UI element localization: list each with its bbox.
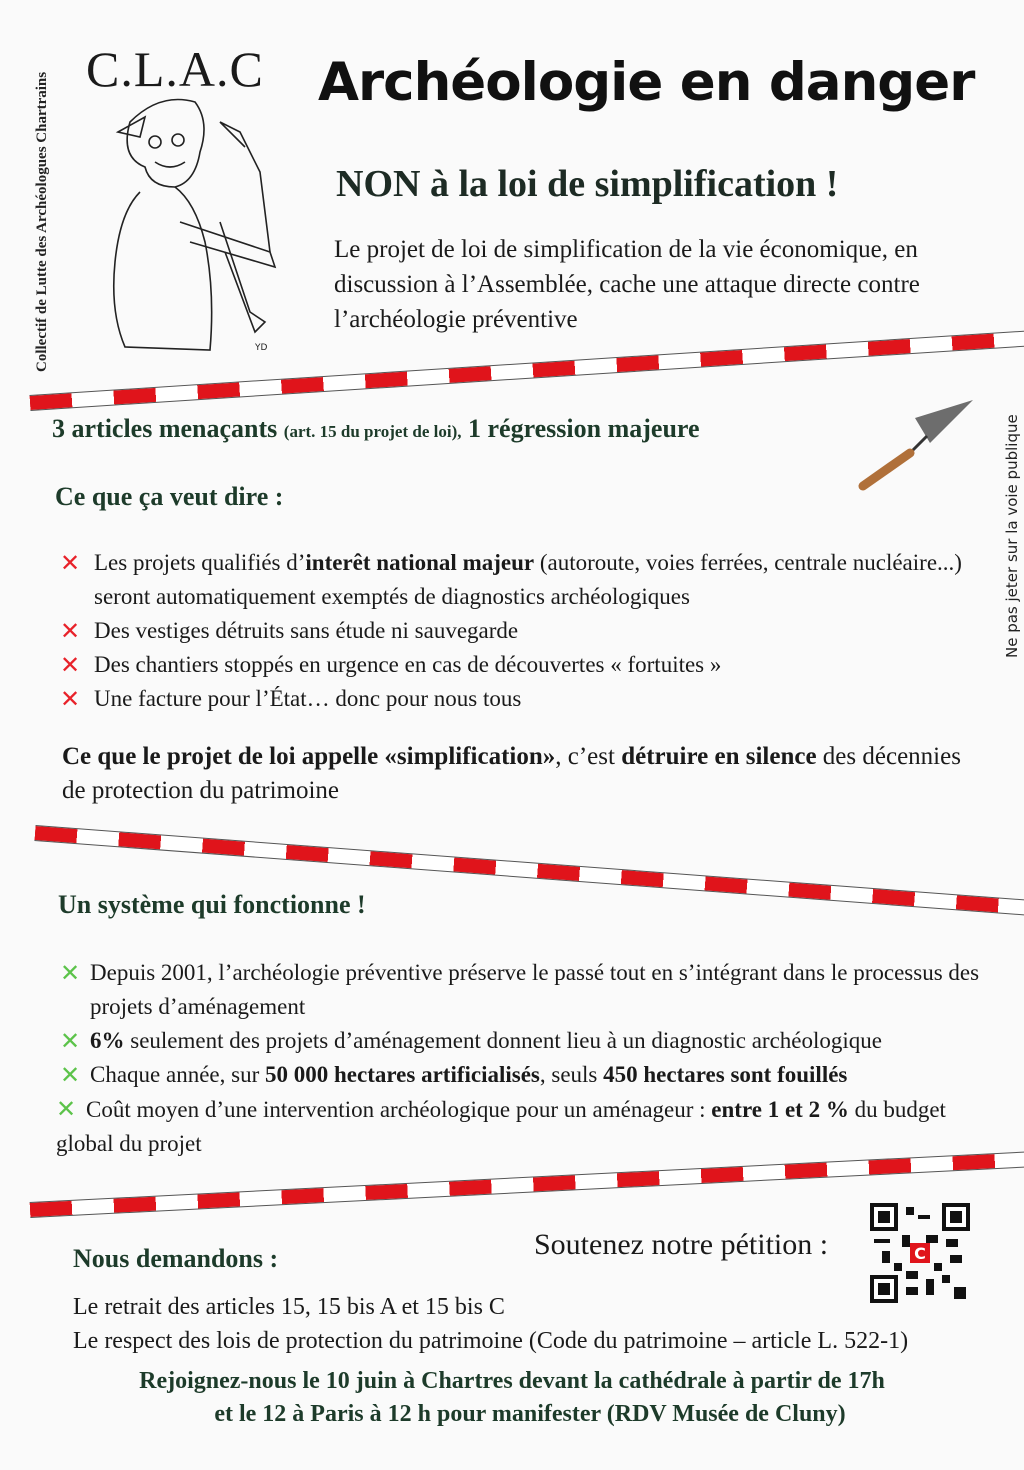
list-item: ✕ Des chantiers stoppés en urgence en cas de découvertes « fortuites » — [60, 648, 970, 682]
cross-icon: ✕ — [60, 549, 81, 577]
trowel-icon — [855, 398, 975, 493]
petition-qr-code[interactable] — [870, 1203, 970, 1303]
headline-part: (art. 15 du projet de loi), — [283, 422, 462, 441]
conclusion-paragraph: Ce que le projet de loi appelle «simplification», c’est détruire en silence des décennies de protection du patrimoine — [62, 743, 961, 804]
skeleton-illustration — [100, 92, 290, 357]
list-item: ✕ Des vestiges détruits sans étude ni sauvegarde — [60, 614, 970, 648]
demand-2: Le respect des lois de protection du patrimoine (Code du patrimoine – article L. 522-1) — [73, 1328, 909, 1354]
section1-heading: Ce que ça veut dire : — [55, 482, 284, 511]
check-icon: ✕ — [60, 1061, 81, 1089]
collective-side-label: Collectif de Lutte des Archéologues Chartrains — [34, 71, 50, 372]
section1-headline — [52, 414, 700, 444]
intro-paragraph: Le projet de loi de simplification de la vie économique, en discussion à l’Assemblée, cache une attaque directe contre l’archéologie préventive — [334, 236, 920, 333]
cross-icon: ✕ — [60, 617, 81, 645]
logo-text: C.L.A.C — [86, 41, 264, 97]
page-title: Archéologie en danger — [318, 52, 975, 113]
list-item: ✕ Depuis 2001, l’archéologie préventive préserve le passé tout en s’intégrant dans le processus des projets d’aménagement — [60, 956, 990, 1024]
call-to-action-2: et le 12 à Paris à 12 h pour manifester (RDV Musée de Cluny) — [214, 1401, 846, 1427]
facts-list — [56, 956, 990, 1161]
check-icon: ✕ — [60, 1027, 81, 1055]
section2-heading: Un système qui fonctionne ! — [58, 890, 366, 919]
check-icon: ✕ — [56, 1095, 77, 1123]
call-to-action-1: Rejoignez-nous le 10 juin à Chartres devant la cathédrale à partir de 17h — [139, 1368, 885, 1394]
list-item: ✕ Coût moyen d’une intervention archéologique pour un aménageur : entre 1 et 2 % du budget global du projet — [56, 1092, 990, 1161]
section3-heading: Nous demandons : — [73, 1244, 279, 1273]
list-item: ✕ Les projets qualifiés d’interêt national majeur (autoroute, voies ferrées, centrale nucléaire...) seront automatiquement exemptés de diagnostics archéologiques — [60, 546, 970, 614]
check-icon: ✕ — [60, 959, 81, 987]
cross-icon: ✕ — [60, 651, 81, 679]
threat-list — [60, 546, 970, 716]
litter-notice: Ne pas jeter sur la voie publique — [1003, 414, 1021, 658]
illustration-signature: YD — [255, 343, 268, 353]
cross-icon: ✕ — [60, 685, 81, 713]
headline-part: 1 régression majeure — [467, 414, 700, 443]
list-item: ✕ Une facture pour l’État… donc pour nous tous — [60, 682, 970, 716]
list-item: ✕ Chaque année, sur 50 000 hectares artificialisés, seuls 450 hectares sont fouillés — [60, 1058, 990, 1092]
list-item: ✕ 6% seulement des projets d’aménagement donnent lieu à un diagnostic archéologique — [60, 1024, 990, 1058]
petition-label: Soutenez notre pétition : — [534, 1228, 829, 1261]
qr-logo: C — [914, 1244, 926, 1263]
demand-1: Le retrait des articles 15, 15 bis A et 15 bis C — [73, 1294, 505, 1320]
headline-part: 3 articles menaçants — [52, 414, 278, 443]
subtitle: NON à la loi de simplification ! — [336, 163, 839, 205]
